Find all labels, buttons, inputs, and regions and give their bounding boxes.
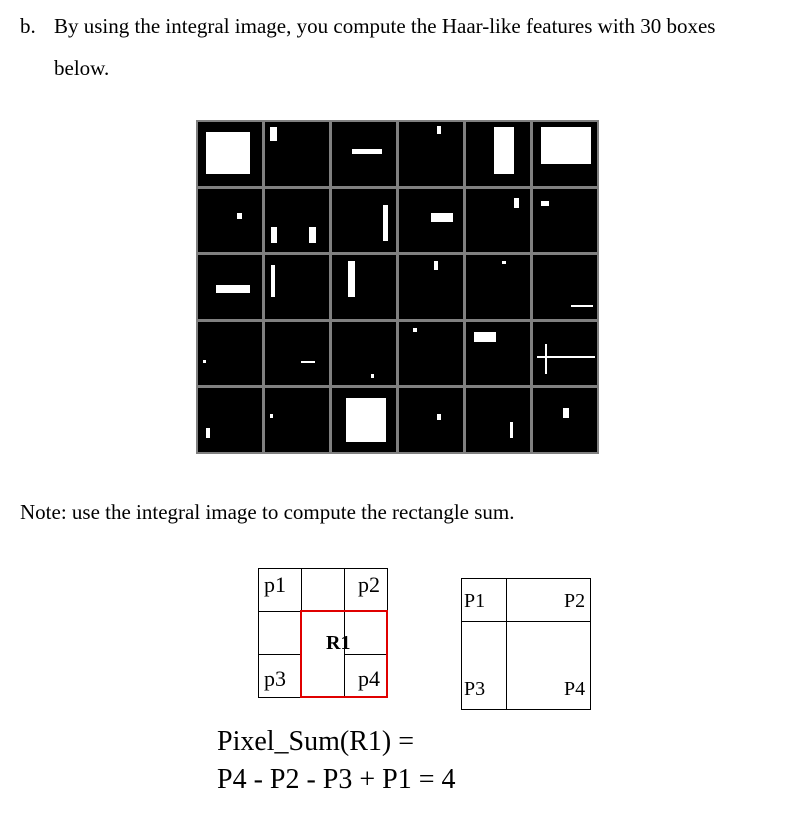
haar-box-25 bbox=[198, 388, 262, 452]
feature-rect bbox=[206, 428, 210, 438]
feature-rect bbox=[270, 127, 277, 141]
feature-rect bbox=[541, 127, 591, 164]
haar-box-14 bbox=[265, 255, 329, 319]
haar-box-5 bbox=[466, 122, 530, 186]
haar-box-20 bbox=[265, 322, 329, 386]
feature-rect bbox=[541, 201, 549, 206]
haar-box-27 bbox=[332, 388, 396, 452]
feature-rect bbox=[352, 149, 382, 154]
formula-line-2: P4 - P2 - P3 + P1 = 4 bbox=[217, 764, 456, 795]
feature-rect bbox=[510, 422, 513, 438]
haar-box-21 bbox=[332, 322, 396, 386]
question-line-1 bbox=[20, 14, 715, 39]
label-P1: P1 bbox=[464, 590, 486, 612]
label-P3: P3 bbox=[464, 678, 486, 700]
haar-box-26 bbox=[265, 388, 329, 452]
question-line-2: below. bbox=[54, 56, 110, 80]
feature-rect bbox=[206, 132, 250, 174]
haar-box-29 bbox=[466, 388, 530, 452]
label-p1: p1 bbox=[264, 572, 286, 597]
question-text-1: By using the integral image, you compute the Haar-like features with 30 boxes bbox=[54, 14, 716, 38]
grid-cell bbox=[301, 568, 345, 612]
feature-rect bbox=[301, 361, 315, 363]
haar-box-30 bbox=[533, 388, 597, 452]
haar-box-6 bbox=[533, 122, 597, 186]
haar-box-24 bbox=[533, 322, 597, 386]
haar-box-22 bbox=[399, 322, 463, 386]
formula-line-1: Pixel_Sum(R1) = bbox=[217, 726, 415, 757]
feature-rect bbox=[237, 213, 242, 219]
haar-box-23 bbox=[466, 322, 530, 386]
feature-rect bbox=[383, 205, 388, 241]
feature-rect bbox=[502, 261, 506, 264]
haar-box-8 bbox=[265, 189, 329, 253]
feature-rect bbox=[270, 414, 273, 418]
feature-rect bbox=[545, 344, 547, 374]
haar-box-1 bbox=[198, 122, 262, 186]
feature-rect bbox=[474, 332, 496, 342]
haar-box-16 bbox=[399, 255, 463, 319]
feature-rect bbox=[431, 213, 453, 222]
feature-rect bbox=[271, 265, 275, 297]
feature-rect bbox=[571, 305, 593, 307]
haar-box-28 bbox=[399, 388, 463, 452]
feature-rect bbox=[216, 285, 250, 293]
question-number: b. bbox=[20, 14, 36, 38]
label-p4: p4 bbox=[358, 666, 380, 691]
haar-box-19 bbox=[198, 322, 262, 386]
feature-rect bbox=[371, 374, 374, 378]
haar-box-11 bbox=[466, 189, 530, 253]
feature-rect bbox=[437, 414, 441, 420]
feature-rect bbox=[514, 198, 519, 208]
haar-box-9 bbox=[332, 189, 396, 253]
feature-rect bbox=[563, 408, 569, 418]
label-p2: p2 bbox=[358, 572, 380, 597]
haar-box-12 bbox=[533, 189, 597, 253]
feature-rect bbox=[271, 227, 277, 243]
haar-box-3 bbox=[332, 122, 396, 186]
haar-box-17 bbox=[466, 255, 530, 319]
haar-box-7 bbox=[198, 189, 262, 253]
grid-cell bbox=[258, 611, 302, 655]
feature-rect bbox=[494, 127, 514, 174]
label-P2: P2 bbox=[564, 590, 586, 612]
haar-feature-grid bbox=[196, 120, 599, 454]
haar-box-13 bbox=[198, 255, 262, 319]
note-text: Note: use the integral image to compute the rectangle sum. bbox=[20, 500, 515, 524]
label-P4: P4 bbox=[564, 678, 586, 700]
haar-box-15 bbox=[332, 255, 396, 319]
label-r1: R1 bbox=[326, 632, 351, 654]
haar-box-18 bbox=[533, 255, 597, 319]
feature-rect bbox=[437, 126, 441, 134]
feature-rect bbox=[346, 398, 386, 442]
label-p3: p3 bbox=[264, 666, 286, 691]
feature-rect bbox=[413, 328, 417, 332]
feature-rect bbox=[434, 261, 438, 270]
integral-diagram-right bbox=[461, 578, 591, 710]
haar-box-2 bbox=[265, 122, 329, 186]
feature-rect bbox=[309, 227, 316, 243]
feature-rect bbox=[348, 261, 355, 297]
haar-box-4 bbox=[399, 122, 463, 186]
feature-rect bbox=[203, 360, 206, 363]
integral-diagram-left bbox=[258, 568, 388, 698]
haar-box-10 bbox=[399, 189, 463, 253]
